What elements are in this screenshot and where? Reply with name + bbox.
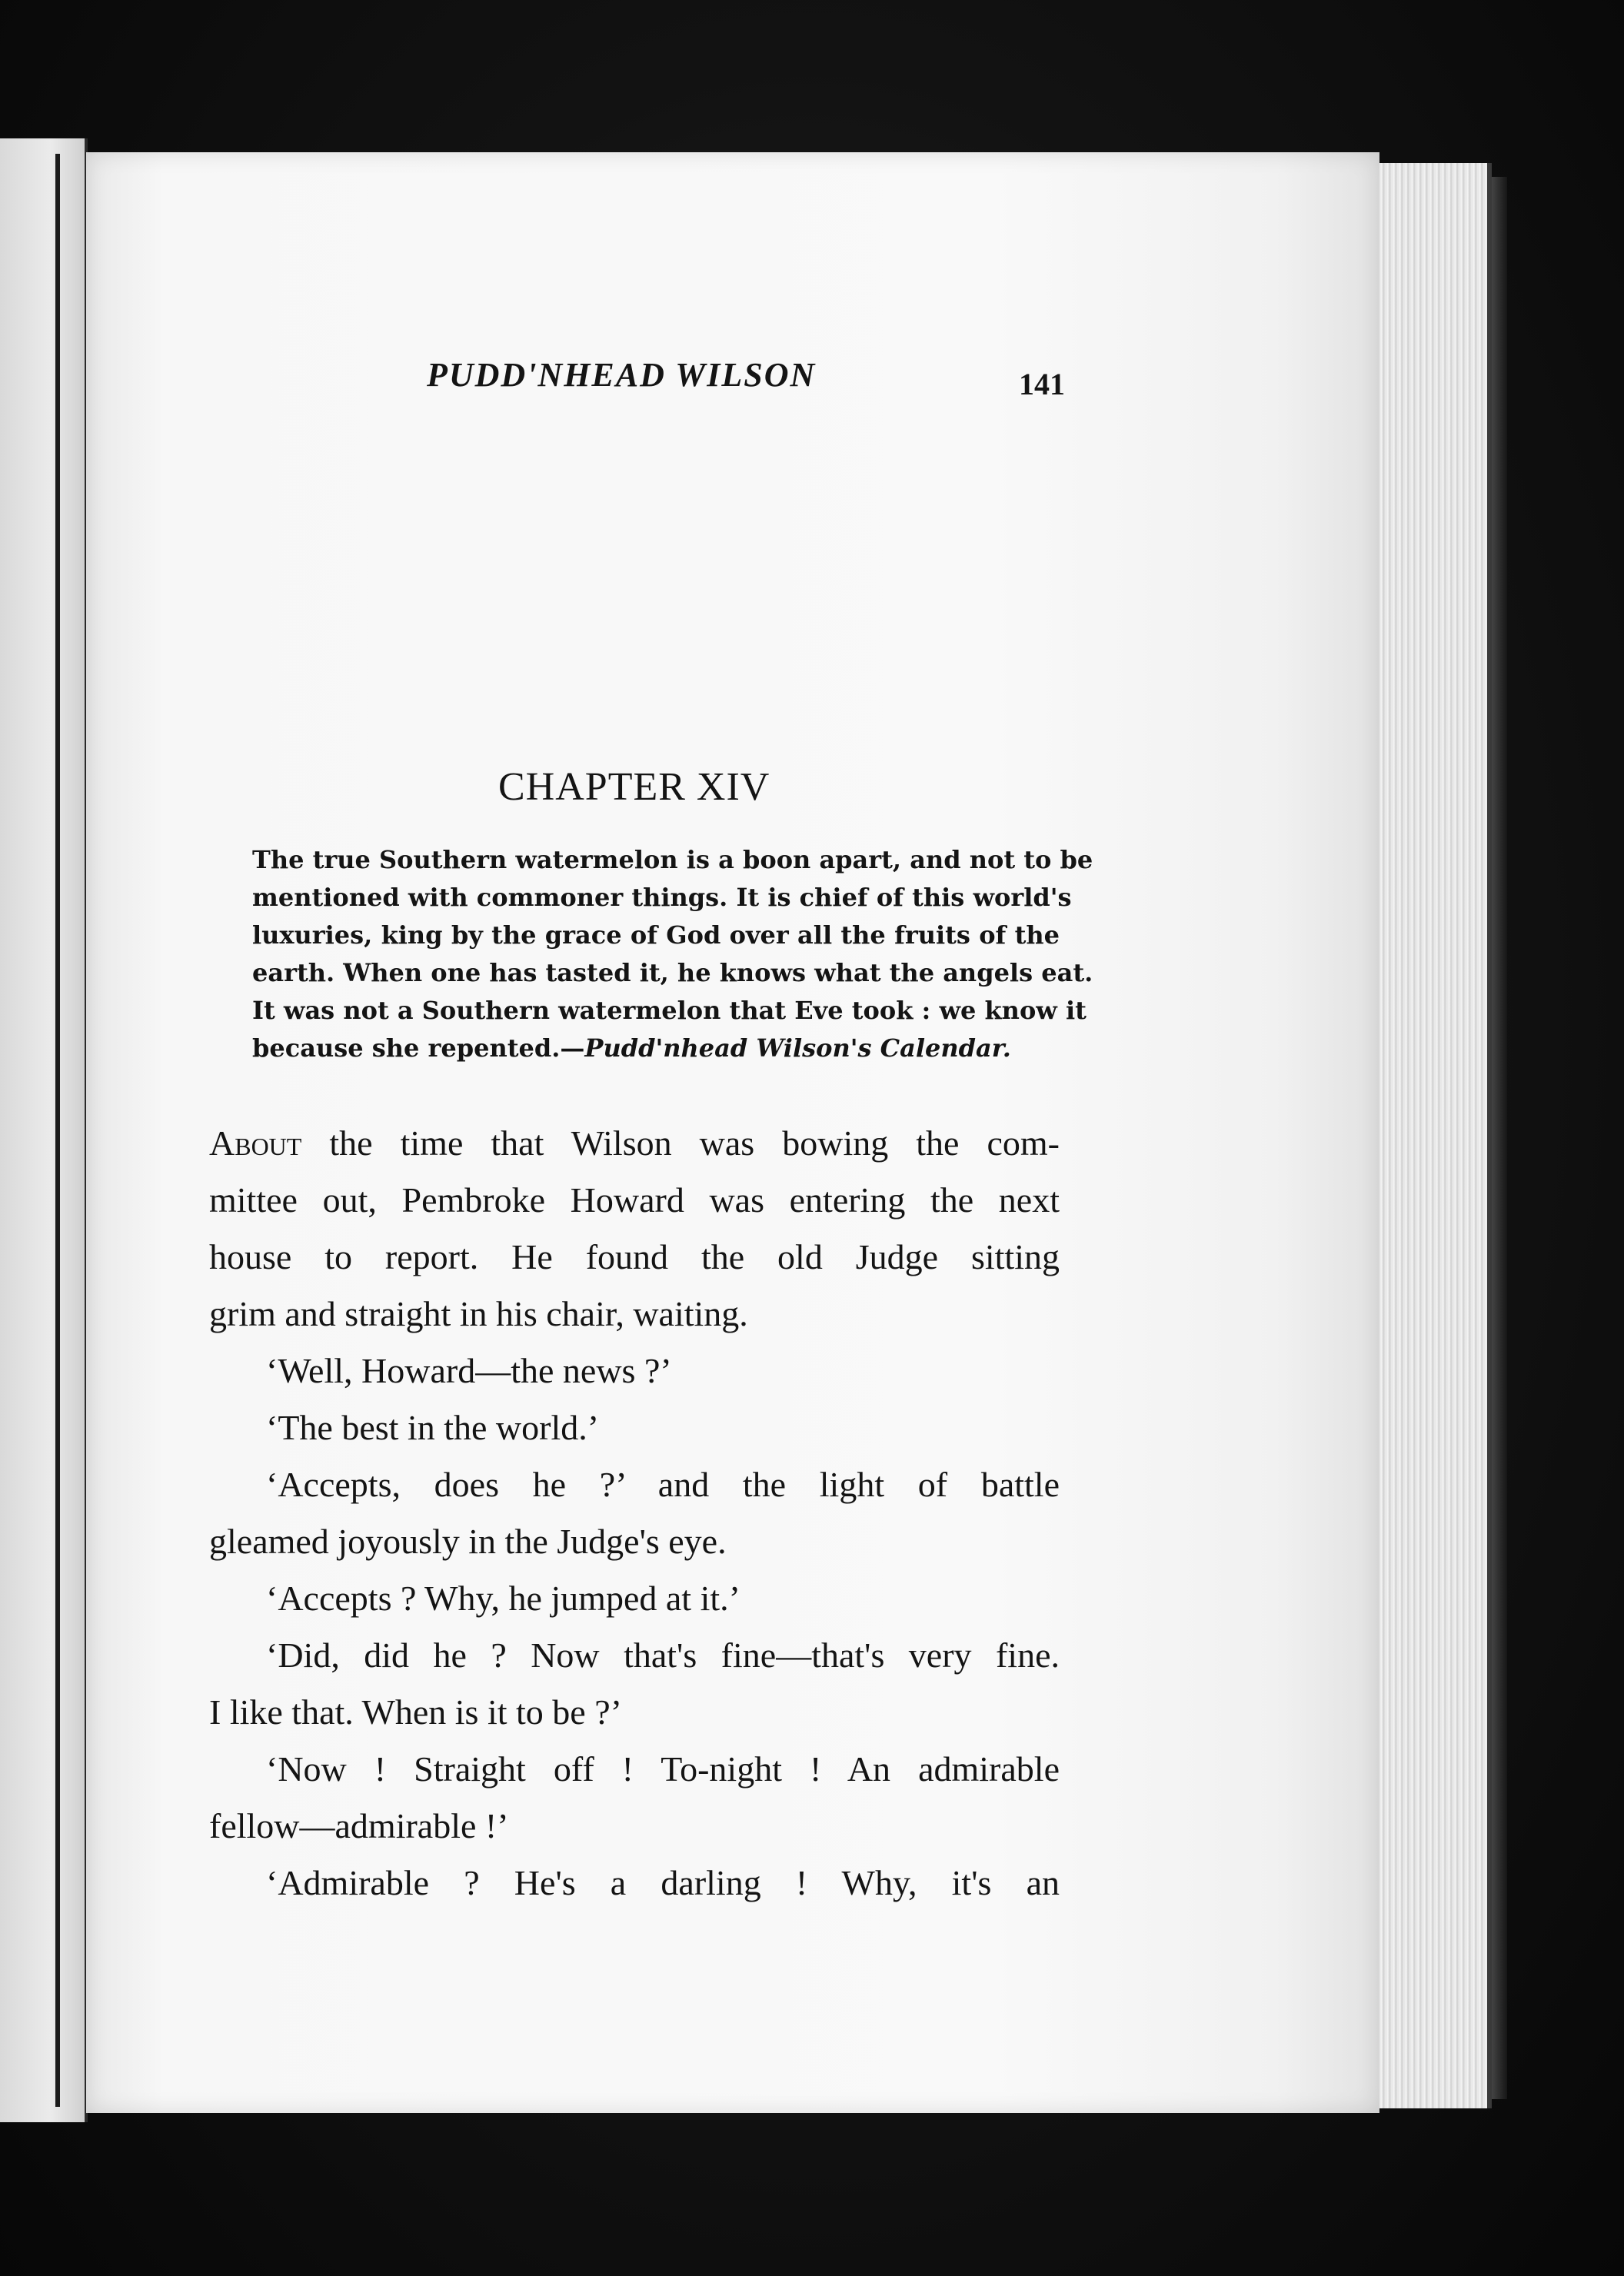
body-line-text: the time that Wilson was bowing the com- [301, 1123, 1060, 1163]
dialogue-line: ‘Did, did he ? Now that's fine—that's very fine. [266, 1635, 1060, 1675]
body-line: I like that. When is it to be ?’ [209, 1692, 622, 1732]
previous-page-edge [0, 138, 88, 2122]
body-text [209, 1115, 1060, 1912]
dialogue-line: ‘Admirable ? He's a darling ! Why, it's an [266, 1863, 1060, 1902]
epigraph [252, 841, 1093, 1067]
body-line: gleamed joyously in the Judge's eye. [209, 1522, 727, 1561]
body-line: mittee out, Pembroke Howard was entering the next [209, 1180, 1060, 1220]
epigraph-line: because she repented.— [252, 1033, 585, 1063]
epigraph-line: mentioned with commoner things. It is chief of this world's [252, 883, 1072, 912]
body-line: house to report. He found the old Judge sitting [209, 1237, 1060, 1276]
page-stack-edges [1379, 163, 1492, 2108]
dialogue-line: ‘Now ! Straight off ! To-night ! An admirable [266, 1749, 1060, 1789]
running-title: PUDD'NHEAD WILSON [427, 356, 817, 394]
body-line: grim and straight in his chair, waiting. [209, 1294, 748, 1333]
epigraph-line: earth. When one has tasted it, he knows what the angels eat. [252, 958, 1093, 987]
dialogue-line: ‘Accepts ? Why, he jumped at it.’ [266, 1579, 740, 1618]
dialogue-line: ‘The best in the world.’ [266, 1408, 600, 1447]
epigraph-attribution: Pudd'nhead Wilson's Calendar. [584, 1033, 1011, 1063]
dialogue-line: ‘Well, Howard—the news ?’ [266, 1351, 672, 1390]
page-number: 141 [1019, 367, 1065, 401]
book-gutter [55, 154, 60, 2107]
opening-word: About [209, 1123, 302, 1163]
body-line: fellow—admirable !’ [209, 1806, 509, 1845]
body-line [209, 1115, 1060, 1172]
epigraph-line: luxuries, king by the grace of God over all the fruits of the [252, 920, 1060, 950]
epigraph-last-line [252, 1030, 1060, 1067]
chapter-heading: CHAPTER XIV [498, 765, 770, 809]
dialogue-line: ‘Accepts, does he ?’ and the light of battle [266, 1465, 1060, 1504]
epigraph-line: The true Southern watermelon is a boon apart, and not to be [252, 845, 1093, 874]
epigraph-line: It was not a Southern watermelon that Eve took : we know it [252, 996, 1087, 1025]
